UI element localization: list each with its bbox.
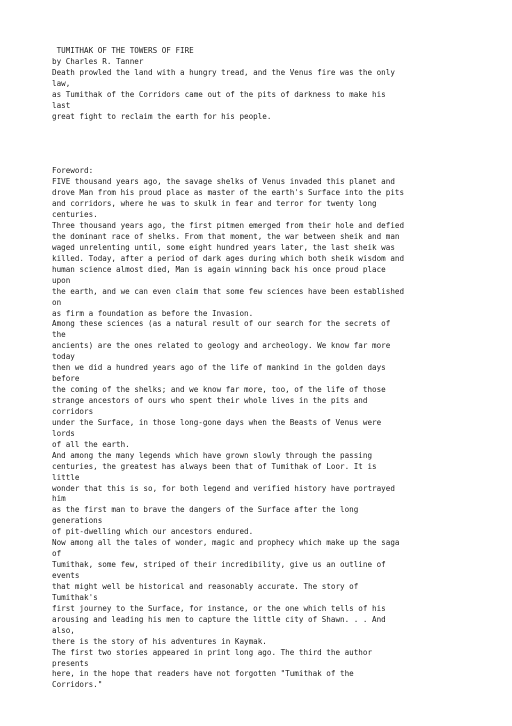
header-line: TUMITHAK OF THE TOWERS OF FIRE [52, 46, 194, 55]
foreword-line: of [52, 549, 62, 559]
foreword-line: Tumithak's [52, 592, 98, 602]
foreword-line: Foreword: [52, 166, 94, 176]
foreword-line: FIVE thousand years ago, the savage shelks of Venus invaded this planet and [52, 177, 395, 187]
foreword-line: the earth, and we can even claim that some few sciences have been established [52, 286, 405, 296]
header-line: law, [52, 78, 71, 88]
foreword-line: as firm a foundation as before the Invasion. [52, 308, 254, 318]
foreword-line: first journey to the Surface, for instance, or the one which tells of his [52, 603, 386, 613]
foreword-line: under the Surface, in those long-gone days when the Beasts of Venus were [52, 417, 382, 427]
foreword-line: events [52, 571, 80, 580]
foreword [52, 166, 502, 691]
header-line: last [52, 100, 71, 110]
foreword-line: of pit-dwelling which our ancestors endured. [52, 527, 254, 537]
foreword-line: lords [52, 428, 75, 438]
blank-line [52, 123, 502, 134]
foreword-line: centuries, the greatest has always been that of Tumithak of Loor. It is [52, 461, 377, 471]
foreword-line: the coming of the shelks; and we know far more, too, of the life of those [52, 385, 386, 395]
foreword-line: Three thousand years ago, the first pitmen emerged from their hole and defied [52, 221, 405, 230]
foreword-line: that might well be historical and reasonably accurate. The story of [52, 581, 359, 591]
blank-line [52, 144, 502, 155]
foreword-line: then we did a hundred years ago of the life of mankind in the golden days [52, 363, 386, 373]
foreword-line: Corridors." [52, 680, 103, 690]
foreword-line: centuries. [52, 210, 98, 220]
document-text [52, 46, 502, 691]
foreword-line: strange ancestors of ours who spent their whole lives in the pits and [52, 396, 368, 405]
foreword-line: Tumithak, some few, striped of their incredibility, give us an outline of [52, 560, 386, 570]
foreword-line: the [52, 330, 66, 340]
header-line: by Charles R. Tanner [52, 56, 144, 66]
foreword-line: corridors [52, 406, 94, 416]
foreword-line: ancients) are the ones related to geology and archeology. We know far more [52, 341, 391, 351]
foreword-line: presents [52, 658, 89, 668]
foreword-line: arousing and leading his men to capture the little city of Shawn. . . And [52, 614, 386, 624]
header-line: Death prowled the land with a hungry tread, and the Venus fire was the only [52, 67, 395, 77]
foreword-line: generations [52, 516, 103, 526]
foreword-line: of all the earth. [52, 439, 130, 449]
header-line: as Tumithak of the Corridors came out of the pits of darkness to make his [52, 89, 386, 99]
foreword-line: waged unrelenting until, some eight hundred years later, the last sheik was [52, 242, 395, 252]
blank-line [52, 134, 502, 145]
foreword-line: and corridors, where he was to skulk in fear and terror for twenty long [52, 199, 377, 209]
story-header [52, 46, 502, 123]
foreword-line: there is the story of his adventures in Kaymak. [52, 636, 267, 646]
foreword-line: as the first man to brave the dangers of the Surface after the long [52, 505, 359, 515]
foreword-line: Now among all the tales of wonder, magic and prophecy which make up the saga [52, 538, 400, 548]
foreword-line: little [52, 472, 80, 482]
blank-line [52, 155, 502, 166]
foreword-line: before [52, 374, 80, 384]
foreword-line: And among the many legends which have grown slowly through the passing [52, 450, 373, 460]
foreword-line: upon [52, 275, 71, 285]
foreword-line: today [52, 352, 75, 362]
header-line: great fight to reclaim the earth for his people. [52, 111, 272, 121]
foreword-line: human science almost died, Man is again winning back his once proud place [52, 264, 386, 274]
foreword-line: The first two stories appeared in print long ago. The third the author [52, 647, 373, 657]
foreword-line: also, [52, 625, 75, 635]
foreword-line: here, in the hope that readers have not forgotten "Tumithak of the [52, 669, 354, 679]
foreword-line: him [52, 494, 66, 504]
foreword-line: Among these sciences (as a natural result of our search for the secrets of [52, 319, 391, 329]
foreword-line: on [52, 297, 62, 307]
foreword-line: killed. Today, after a period of dark ages during which both sheik wisdom and [52, 253, 405, 263]
foreword-line: drove Man from his proud place as master of the earth's Surface into the pits [52, 188, 405, 198]
foreword-line: wonder that this is so, for both legend and verified history have portrayed [52, 483, 395, 493]
foreword-line: the dominant race of shelks. From that moment, the war between sheik and man [52, 231, 400, 241]
